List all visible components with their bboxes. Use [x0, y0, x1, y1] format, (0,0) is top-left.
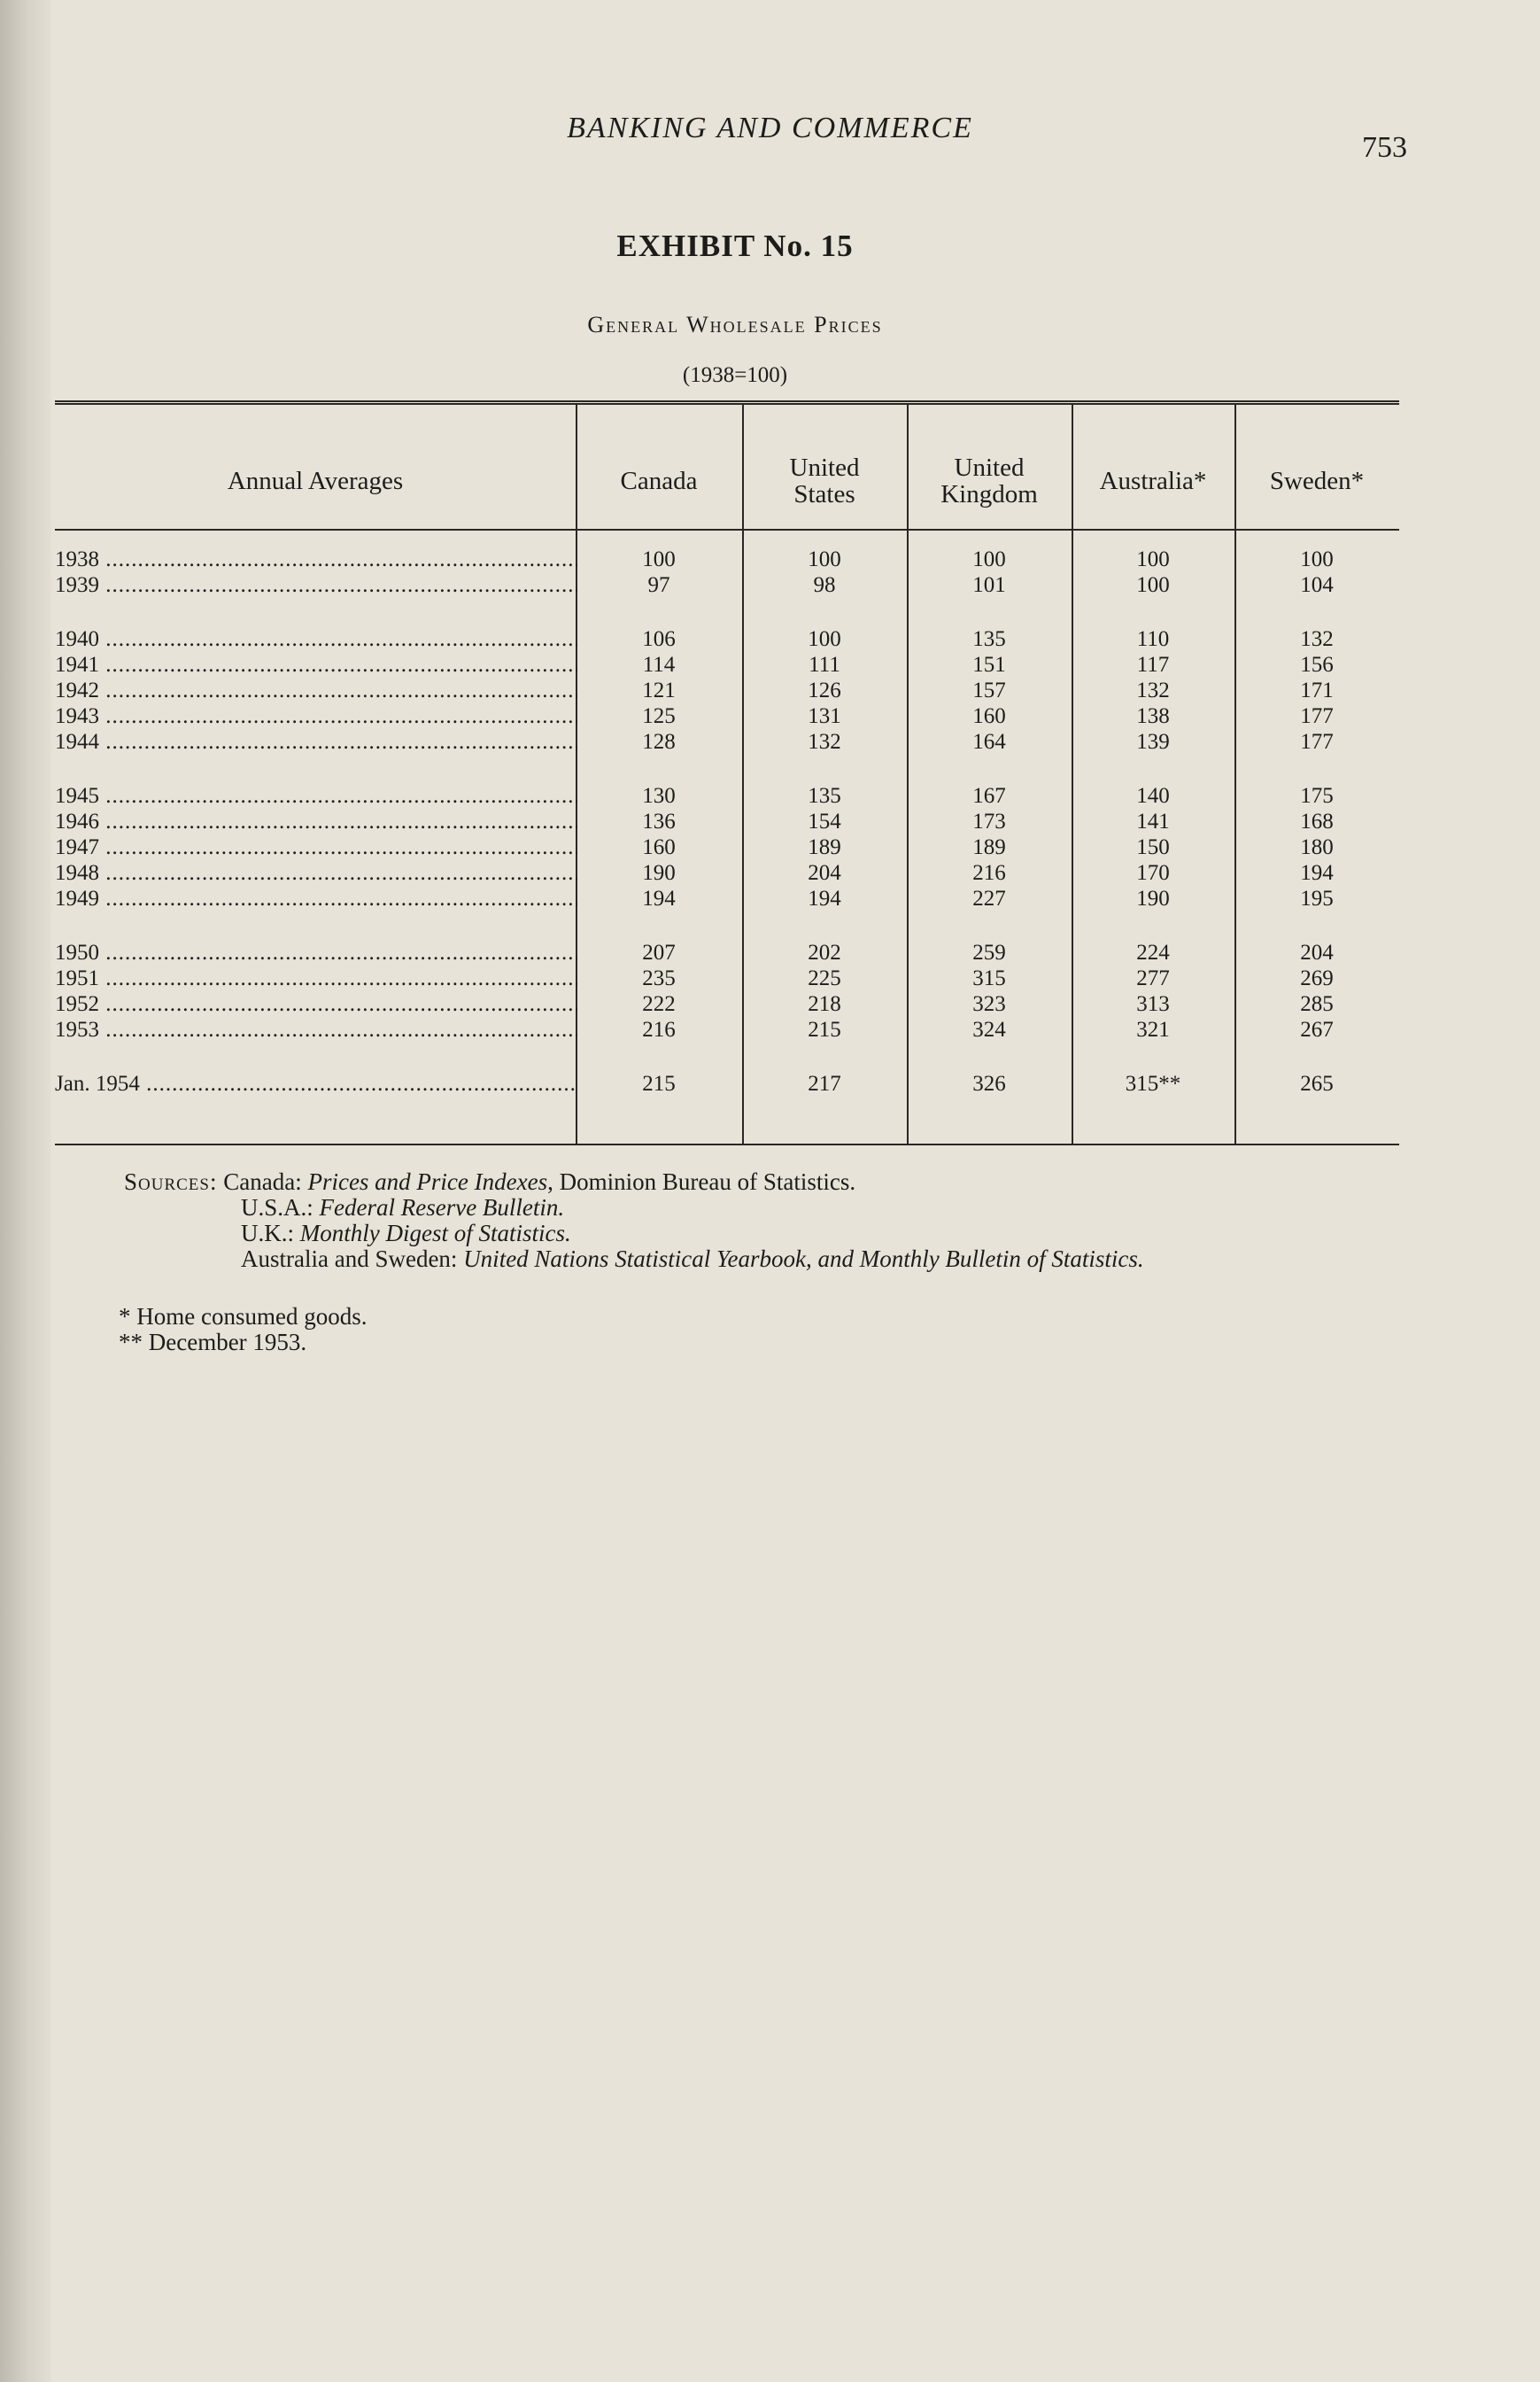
wholesale-prices-table	[55, 400, 1399, 1145]
table-cell: 189	[808, 835, 841, 859]
row-label: 1945 .....	[55, 783, 577, 809]
row-label: 1953 .....	[55, 1017, 577, 1043]
table-row	[55, 678, 1399, 703]
exhibit-title: EXHIBIT No. 15	[616, 229, 854, 263]
table-cell: 160	[642, 835, 676, 859]
table-cell: 139	[1136, 730, 1170, 754]
table-cell: 131	[808, 704, 841, 728]
table-cell: 151	[972, 653, 1006, 677]
header-australia: Australia*	[1099, 467, 1207, 495]
table-row	[55, 783, 1399, 809]
footnote-home-consumed: * Home consumed goods.	[119, 1303, 368, 1330]
table-cell: 132	[1300, 627, 1334, 651]
table-row	[55, 886, 1399, 912]
table-cell: 97	[647, 573, 670, 597]
table-cell: 190	[1136, 887, 1170, 911]
table-cell: 215	[642, 1072, 676, 1096]
row-label: 1947 .....	[55, 834, 577, 860]
table-row	[55, 834, 1399, 860]
table-cell: 218	[808, 992, 841, 1016]
table-cell: 135	[808, 784, 841, 808]
table-cell: 160	[972, 704, 1006, 728]
table-cell: 106	[642, 627, 676, 651]
table-cell: 101	[972, 573, 1006, 597]
table-cell: 189	[972, 835, 1006, 859]
table-cell: 207	[642, 941, 676, 965]
table-cell: 126	[808, 679, 841, 702]
table-cell: 100	[1136, 547, 1170, 571]
table-cell: 168	[1300, 810, 1334, 834]
sources-block	[124, 1169, 1417, 1272]
table-cell: 267	[1300, 1018, 1334, 1042]
table-row	[55, 1071, 1399, 1097]
table-cell: 194	[808, 887, 841, 911]
page-binding-edge	[0, 0, 51, 2382]
table-row	[55, 626, 1399, 652]
table-cell: 315	[972, 966, 1006, 990]
table-cell: 135	[972, 627, 1006, 651]
header-canada: Canada	[620, 467, 698, 495]
table-row	[55, 991, 1399, 1017]
row-label: 1948 .....	[55, 860, 577, 886]
source-canada: Sources: Canada: Prices and Price Indexes, Dominion Bureau of Statistics.	[124, 1168, 856, 1195]
row-label: 1946 .....	[55, 809, 577, 834]
row-label: 1940 .....	[55, 626, 577, 652]
table-cell: 225	[808, 966, 841, 990]
source-uk: U.K.: Monthly Digest of Statistics.	[241, 1220, 571, 1246]
table-cell: 136	[642, 810, 676, 834]
table-row	[55, 809, 1399, 834]
source-usa: U.S.A.: Federal Reserve Bulletin.	[241, 1194, 565, 1221]
row-label: 1950 .....	[55, 940, 577, 966]
table-cell: 277	[1136, 966, 1170, 990]
row-label: 1941 .....	[55, 652, 577, 678]
table-cell: 202	[808, 941, 841, 965]
table-cell: 324	[972, 1018, 1006, 1042]
row-label: 1952 .....	[55, 991, 577, 1017]
table-cell: 216	[642, 1018, 676, 1042]
row-label: 1942 .....	[55, 678, 577, 703]
table-row	[55, 652, 1399, 678]
table-cell: 100	[808, 627, 841, 651]
table-base-note: (1938=100)	[682, 363, 788, 387]
table-row	[55, 547, 1399, 572]
table-cell: 227	[972, 887, 1006, 911]
table-row	[55, 940, 1399, 966]
table-cell: 175	[1300, 784, 1334, 808]
table-cell: 141	[1136, 810, 1170, 834]
table-cell: 171	[1300, 679, 1334, 702]
row-label: 1939 .....	[55, 572, 577, 598]
table-cell: 130	[642, 784, 676, 808]
table-cell: 326	[972, 1072, 1006, 1096]
table-row	[55, 966, 1399, 991]
source-australia-sweden: Australia and Sweden: United Nations Statistical Yearbook, and Monthly Bulletin of Statistics.	[241, 1245, 1144, 1272]
table-cell: 100	[1136, 573, 1170, 597]
table-cell: 285	[1300, 992, 1334, 1016]
footnote-december-1953: ** December 1953.	[119, 1329, 307, 1355]
table-cell: 204	[1300, 941, 1334, 965]
table-row	[55, 860, 1399, 886]
table-title: General Wholesale Prices	[587, 312, 883, 338]
table-cell: 167	[972, 784, 1006, 808]
table-cell: 100	[642, 547, 676, 571]
table-cell: 204	[808, 861, 841, 885]
table-cell: 323	[972, 992, 1006, 1016]
sources-label: Sources:	[124, 1168, 218, 1195]
table-cell: 121	[642, 679, 676, 702]
table-cell: 132	[808, 730, 841, 754]
table-cell: 269	[1300, 966, 1334, 990]
footnotes	[119, 1304, 367, 1355]
table-cell: 170	[1136, 861, 1170, 885]
row-label: 1949 .....	[55, 886, 577, 912]
header-sweden: Sweden*	[1269, 467, 1365, 495]
table-cell: 265	[1300, 1072, 1334, 1096]
table-cell: 98	[813, 573, 836, 597]
table-cell: 195	[1300, 887, 1334, 911]
table-cell: 194	[1300, 861, 1334, 885]
table-cell: 180	[1300, 835, 1334, 859]
table-cell: 125	[642, 704, 676, 728]
row-label: 1938 .....	[55, 547, 577, 572]
table-row	[55, 703, 1399, 729]
table-cell: 104	[1300, 573, 1334, 597]
table-cell: 194	[642, 887, 676, 911]
header-united-kingdom: United Kingdom	[940, 454, 1038, 508]
row-label: 1943 .....	[55, 703, 577, 729]
table-cell: 315**	[1125, 1072, 1181, 1096]
running-title: BANKING AND COMMERCE	[567, 112, 973, 144]
page-number: 753	[1362, 131, 1407, 164]
table-cell: 100	[808, 547, 841, 571]
table-cell: 224	[1136, 941, 1170, 965]
row-label: 1944 .....	[55, 729, 577, 755]
table-row	[55, 572, 1399, 598]
header-rule	[55, 529, 1399, 531]
table-cell: 235	[642, 966, 676, 990]
table-cell: 100	[1300, 547, 1334, 571]
table-cell: 154	[808, 810, 841, 834]
table-cell: 100	[972, 547, 1006, 571]
row-label: Jan. 1954 .....	[55, 1071, 577, 1097]
table-cell: 217	[808, 1072, 841, 1096]
table-cell: 132	[1136, 679, 1170, 702]
table-cell: 114	[642, 653, 676, 677]
table-cell: 157	[972, 679, 1006, 702]
table-cell: 111	[809, 653, 840, 677]
header-annual-averages: Annual Averages	[227, 467, 404, 495]
table-cell: 222	[642, 992, 676, 1016]
table-cell: 259	[972, 941, 1006, 965]
table-cell: 164	[972, 730, 1006, 754]
table-cell: 150	[1136, 835, 1170, 859]
table-cell: 140	[1136, 784, 1170, 808]
table-cell: 117	[1136, 653, 1170, 677]
table-cell: 156	[1300, 653, 1334, 677]
table-cell: 128	[642, 730, 676, 754]
table-cell: 110	[1136, 627, 1170, 651]
table-cell: 177	[1300, 704, 1334, 728]
table-row	[55, 1017, 1399, 1043]
table-cell: 177	[1300, 730, 1334, 754]
table-cell: 313	[1136, 992, 1170, 1016]
table-cell: 216	[972, 861, 1006, 885]
row-label: 1951 .....	[55, 966, 577, 991]
header-united-states: United States	[789, 454, 860, 508]
table-cell: 215	[808, 1018, 841, 1042]
table-cell: 173	[972, 810, 1006, 834]
table-cell: 190	[642, 861, 676, 885]
table-cell: 138	[1136, 704, 1170, 728]
table-row	[55, 729, 1399, 755]
table-cell: 321	[1136, 1018, 1170, 1042]
